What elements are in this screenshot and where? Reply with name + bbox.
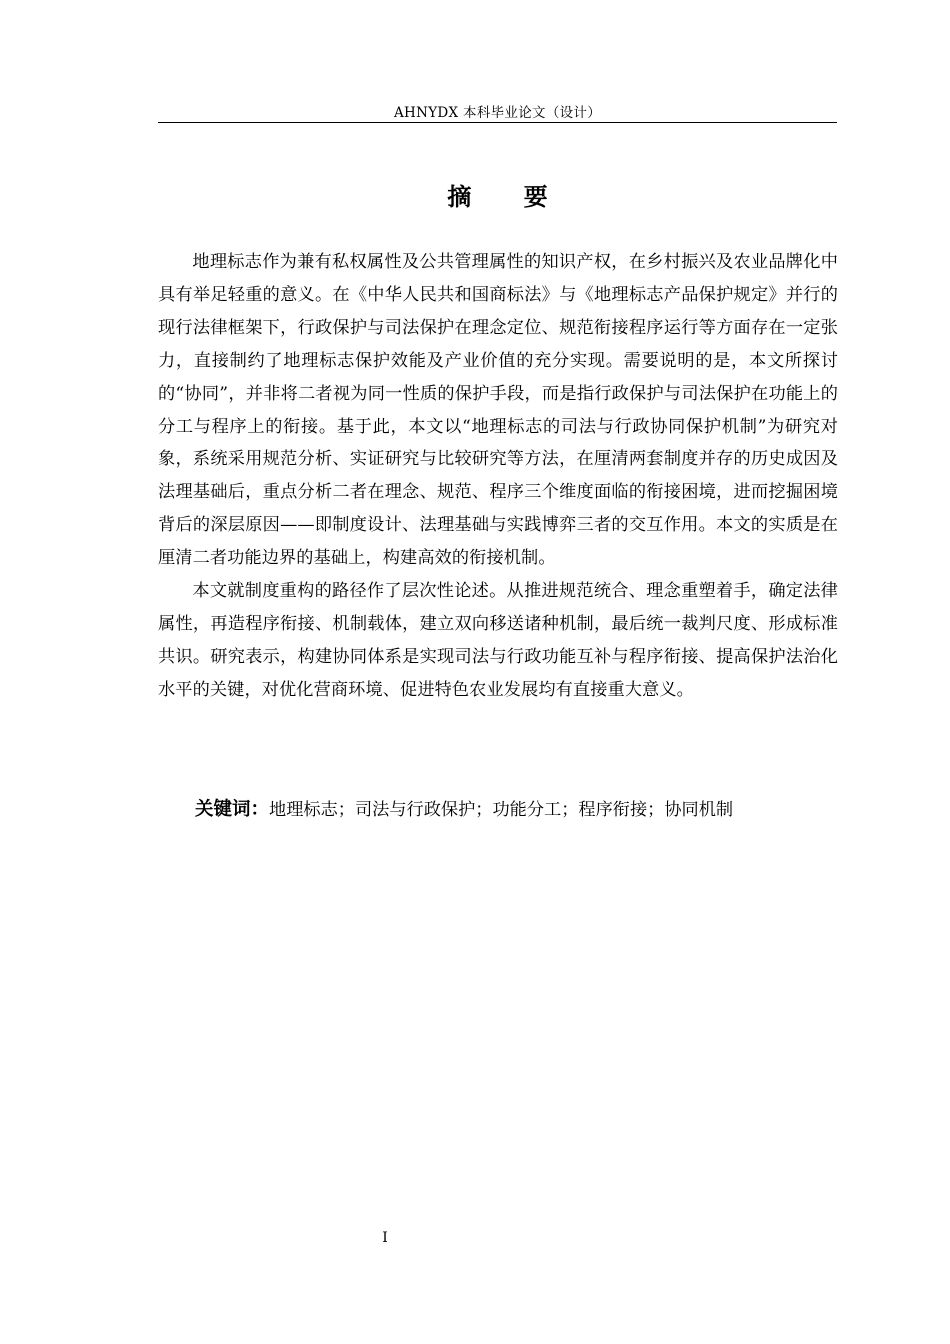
keywords-text: 地理标志；司法与行政保护；功能分工；程序衔接；协同机制 bbox=[269, 800, 734, 820]
header-rule bbox=[158, 122, 837, 123]
abstract-title: 摘 要 bbox=[447, 183, 570, 211]
keywords-label: 关键词： bbox=[195, 799, 270, 820]
abstract-paragraph-2: 本文就制度重构的路径作了层次性论述。从推进规范统合、理念重塑着手，确定法律属性，再造程序衔接、机制载体，建立双向移送诸种机制，最后统一裁判尺度、形成标准共识。研究表示，构建协同体系是实现司法与行政功能互补与程序衔接、提高保护法治化水平的关键，对优化营商环境、促进特色农业发展均有直接重大意义。 bbox=[158, 581, 838, 700]
running-header: AHNYDX 本科毕业论文（设计） bbox=[393, 105, 602, 121]
abstract-body bbox=[158, 246, 838, 707]
page-number: I bbox=[382, 1230, 388, 1246]
keywords-line bbox=[195, 794, 835, 826]
abstract-paragraph-1: 地理标志作为兼有私权属性及公共管理属性的知识产权，在乡村振兴及农业品牌化中具有举足轻重的意义。在《中华人民共和国商标法》与《地理标志产品保护规定》并行的现行法律框架下，行政保护与司法保护在理念定位、规范衔接程序运行等方面存在一定张力，直接制约了地理标志保护效能及产业价值的充分实现。需要说明的是，本文所探讨的“协同”，并非将二者视为同一性质的保护手段，而是指行政保护与司法保护在功能上的分工与程序上的衔接。基于此，本文以“地理标志的司法与行政协同保护机制”为研究对象，系统采用规范分析、实证研究与比较研究等方法，在厘清两套制度并存的历史成因及法理基础后，重点分析二者在理念、规范、程序三个维度面临的衔接困境，进而挖掘困境背后的深层原因——即制度设计、法理基础与实践博弈三者的交互作用。本文的实质是在厘清二者功能边界的基础上，构建高效的衔接机制。 bbox=[158, 252, 838, 569]
